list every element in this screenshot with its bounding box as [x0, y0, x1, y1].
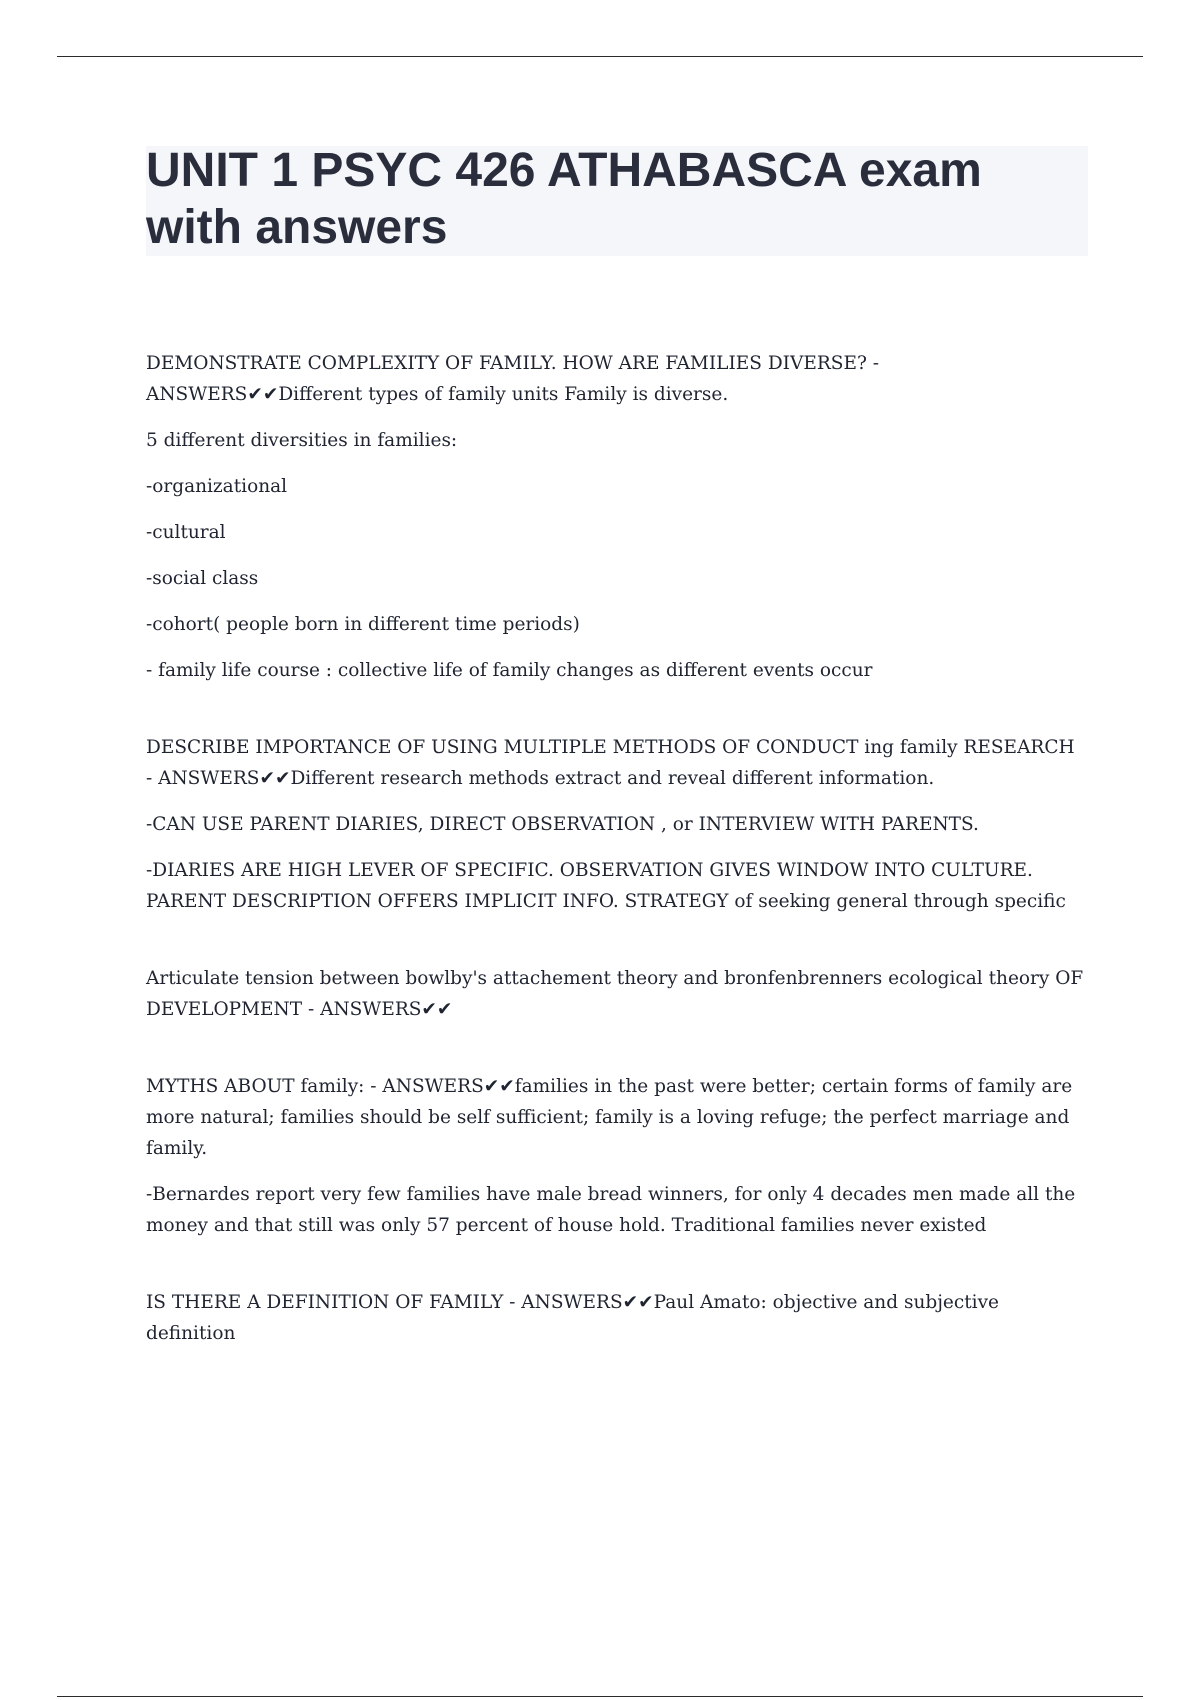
question-text: Articulate tension between bowlby's attachement theory and bronfenbrenners ecological theory OF DEVELOPMENT - ANSWERS✔✔	[146, 968, 1084, 1020]
answer-line: 5 different diversities in families:	[146, 430, 458, 451]
bottom-rule	[57, 1696, 1143, 1697]
qa-block-4	[146, 1071, 1086, 1241]
answer-line: -CAN USE PARENT DIARIES, DIRECT OBSERVATION , or INTERVIEW WITH PARENTS.	[146, 814, 979, 835]
top-rule	[57, 56, 1143, 57]
qa-block-2	[146, 732, 1086, 917]
answer-line: - family life course : collective life of family changes as different events occur	[146, 660, 873, 681]
qa-block-3	[146, 963, 1086, 1025]
document-body	[146, 348, 1086, 1395]
question-text: DEMONSTRATE COMPLEXITY OF FAMILY. HOW ARE FAMILIES DIVERSE? - ANSWERS✔✔Different types of family units Family is diverse.	[146, 353, 879, 405]
qa-block-5	[146, 1287, 1086, 1349]
answer-line: -social class	[146, 568, 259, 589]
answer-line: -Bernardes report very few families have male bread winners, for only 4 decades men made all the money and that still was only 57 percent of house hold. Traditional families never existed	[146, 1184, 1076, 1236]
answer-line: -cultural	[146, 522, 226, 543]
answer-line: -organizational	[146, 476, 288, 497]
answer-line: -DIARIES ARE HIGH LEVER OF SPECIFIC. OBSERVATION GIVES WINDOW INTO CULTURE. PARENT DESCRIPTION OFFERS IMPLICIT INFO. STRATEGY of seeking general through specific	[146, 860, 1066, 912]
question-text: DESCRIBE IMPORTANCE OF USING MULTIPLE METHODS OF CONDUCT ing family RESEARCH - ANSWERS✔✔Different research methods extract and reveal different information.	[146, 737, 1075, 789]
page-title: UNIT 1 PSYC 426 ATHABASCA exam with answers	[146, 144, 982, 254]
question-text: IS THERE A DEFINITION OF FAMILY - ANSWERS✔✔Paul Amato: objective and subjective definition	[146, 1292, 999, 1344]
question-text: MYTHS ABOUT family: - ANSWERS✔✔families in the past were better; certain forms of family are more natural; families should be self sufficient; family is a loving refuge; the perfect marriage and family.	[146, 1076, 1073, 1159]
answer-line: -cohort( people born in different time periods)	[146, 614, 580, 635]
qa-block-1	[146, 348, 1086, 686]
